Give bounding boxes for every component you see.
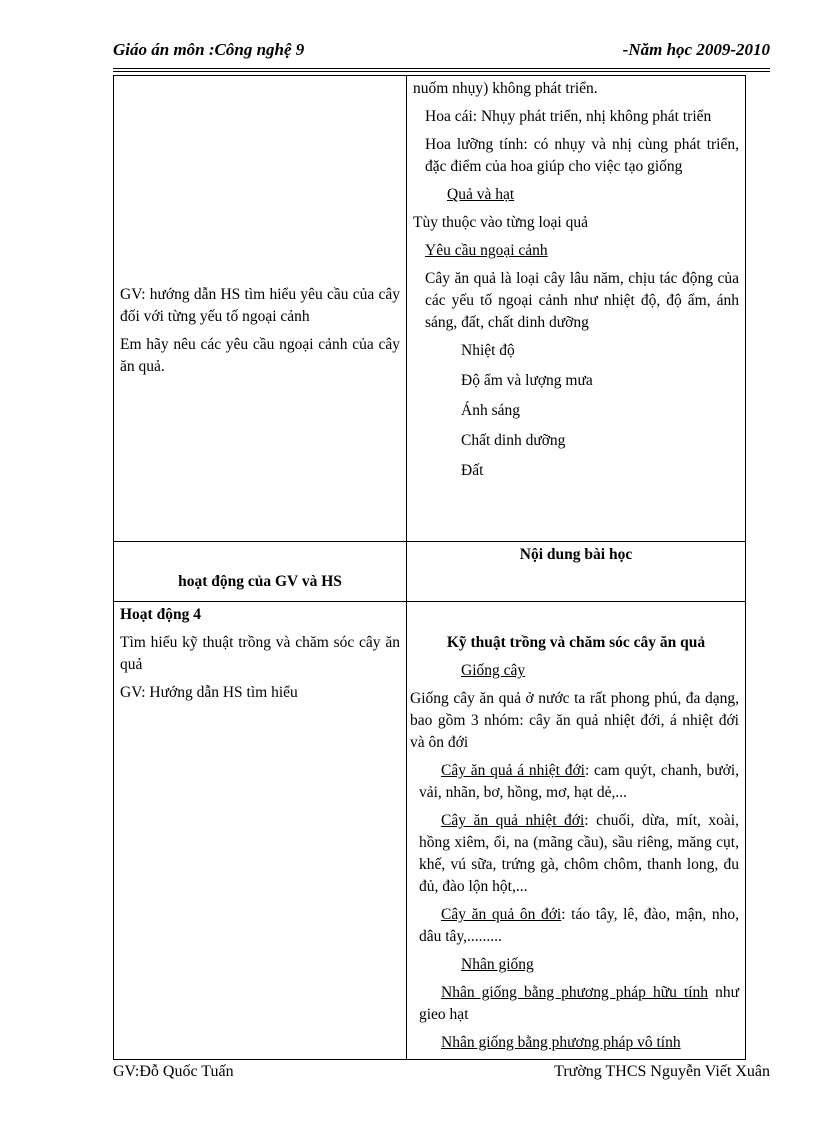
nhiet-doi-label: Cây ăn quả nhiệt đới <box>441 812 585 829</box>
huu-tinh-text: như gieo hạt <box>419 984 739 1023</box>
nhan-giong-label: Nhân giống <box>461 956 534 973</box>
factor-item: Chất dinh dưỡng <box>461 432 566 449</box>
vo-tinh-label: Nhân giống bằng phương pháp vô tính <box>441 1034 681 1051</box>
table-row <box>114 76 746 542</box>
on-doi-text: : táo tây, lê, đào, mận, nho, dâu tây,......... <box>419 906 739 945</box>
content-vo-tinh <box>419 1032 739 1054</box>
subheading-nhan-giong <box>413 954 739 976</box>
lesson-table <box>113 75 746 1060</box>
header-subject: Giáo án môn :Công nghệ 9 <box>113 40 305 59</box>
content-hoa-cai: Hoa cái: Nhụy phát triển, nhị không phát triển <box>425 108 712 125</box>
huu-tinh-label: Nhân giống bằng phương pháp hữu tính <box>441 984 709 1001</box>
factor-item: Độ ẩm và lượng mưa <box>461 372 593 389</box>
factor-item: Đất <box>461 462 484 479</box>
lesson-content-cell <box>407 76 746 542</box>
factor-item: Ánh sáng <box>461 402 520 419</box>
page-header <box>113 40 770 64</box>
content-continuation: nuốm nhụy) không phát triển. <box>413 80 598 97</box>
subheading-qua-va-hat <box>413 184 739 206</box>
heading-cell-left <box>114 542 407 602</box>
heading-content: Nội dung bài học <box>519 546 633 563</box>
content-nhiet-doi <box>419 810 739 898</box>
content-tuy-thuoc: Tùy thuộc vào từng loại quả <box>413 214 588 231</box>
activity-task: Tìm hiểu kỹ thuật trồng và chăm sóc cây ăn quả <box>120 634 400 673</box>
content-a-nhiet-doi <box>419 760 739 804</box>
heading-activity: hoạt động của GV và HS <box>178 573 342 590</box>
teacher-activity-cell <box>114 76 407 542</box>
heading-cell-right <box>407 542 746 602</box>
content-hoa-luong-tinh: Hoa lưỡng tính: có nhụy và nhị cùng phát triển, đặc điểm của hoa giúp cho việc tạo giống <box>425 136 739 175</box>
subheading-yeu-cau <box>413 240 739 262</box>
footer-teacher: GV:Đỗ Quốc Tuấn <box>113 1063 234 1080</box>
header-school-year: -Năm học 2009-2010 <box>622 40 770 59</box>
activity-text: GV: hướng dẫn HS tìm hiểu yêu cầu của cây đối với từng yếu tố ngoại cảnh <box>120 286 400 325</box>
on-doi-label: Cây ăn quả ôn đới <box>441 906 562 923</box>
qua-va-hat-label: Quả và hạt <box>447 186 515 203</box>
content-giong-desc: Giống cây ăn quả ở nước ta rất phong phú, đa dạng, bao gồm 3 nhóm: cây ăn quả nhiệt đới, á nhiệt đới và ôn đới <box>410 690 739 751</box>
header-divider <box>113 68 770 69</box>
nhiet-doi-text: : chuối, dừa, mít, xoài, hồng xiêm, ổi, na (mãng cầu), sầu riêng, măng cụt, khế, vú sữa, trứng gà, chôm chôm, thanh long, đu đủ, đào lộn hột,... <box>419 812 739 895</box>
footer-school: Trường THCS Nguyễn Viết Xuân <box>554 1063 770 1080</box>
lesson-content-cell-2 <box>407 602 746 1060</box>
content-heading: Kỹ thuật trồng và chăm sóc cây ăn quả <box>446 634 706 651</box>
a-nhiet-doi-text: : cam quýt, chanh, bưởi, vải, nhãn, bơ, hồng, mơ, hạt dẻ,... <box>419 762 739 801</box>
activity-guide: GV: Hướng dẫn HS tìm hiểu <box>120 684 298 701</box>
content-huu-tinh <box>419 982 739 1026</box>
table-row <box>114 542 746 602</box>
yeu-cau-label: Yêu cầu ngoại cảnh <box>425 242 548 259</box>
activity-title: Hoạt động 4 <box>120 606 201 623</box>
content-on-doi <box>419 904 739 948</box>
giong-cay-label: Giống cây <box>461 662 526 679</box>
table-row <box>114 602 746 1060</box>
factor-item: Nhiệt độ <box>461 342 515 359</box>
subheading-giong-cay <box>413 660 739 682</box>
header-divider-2 <box>113 71 770 72</box>
a-nhiet-doi-label: Cây ăn quả á nhiệt đới <box>441 762 585 779</box>
teacher-activity-cell-2 <box>114 602 407 1060</box>
content-cay-an-qua: Cây ăn quả là loại cây lâu năm, chịu tác động của các yếu tố ngoại cảnh như nhiệt độ, độ ẩm, ánh sáng, đất, chất dinh dưỡng <box>425 270 739 331</box>
activity-question: Em hãy nêu các yêu cầu ngoại cảnh của cây ăn quả. <box>120 336 400 375</box>
